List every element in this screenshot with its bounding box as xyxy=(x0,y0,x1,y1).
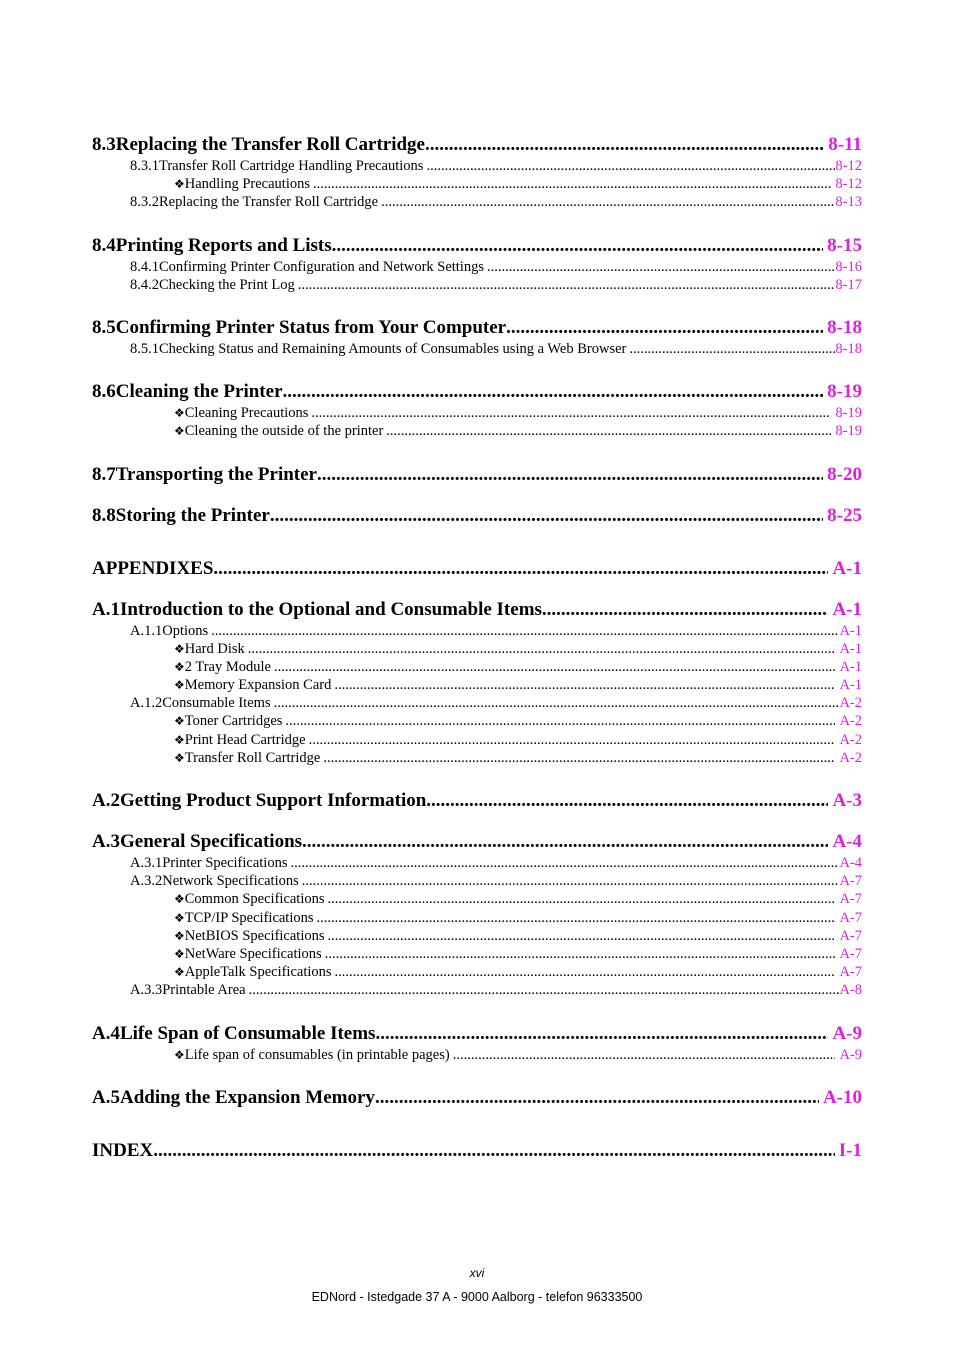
toc-title: Printable Area xyxy=(162,982,246,999)
toc-section-number: A.4 xyxy=(92,1022,120,1044)
toc-leader-dots xyxy=(283,381,824,403)
toc-title: 2 Tray Module xyxy=(184,658,271,675)
toc-entry[interactable] xyxy=(92,423,862,441)
toc-leader-dots xyxy=(309,732,836,749)
toc-title: Adding the Expansion Memory xyxy=(119,1086,375,1108)
toc-entry[interactable] xyxy=(92,235,862,259)
bullet-icon: ❖ xyxy=(174,424,185,439)
bullet-icon: ❖ xyxy=(174,714,185,729)
toc-title: Common Specifications xyxy=(184,891,325,908)
page-number: xvi xyxy=(469,1266,485,1280)
toc-page-number[interactable]: A-7 xyxy=(839,891,862,908)
toc-entry[interactable] xyxy=(92,695,862,713)
toc-leader-dots xyxy=(334,677,835,694)
toc-spacer xyxy=(92,1001,862,1023)
bullet-icon: ❖ xyxy=(174,1047,185,1062)
toc-section-number: 8.3.1 xyxy=(130,158,159,174)
toc-entry[interactable] xyxy=(92,1140,862,1164)
toc-entry[interactable] xyxy=(92,790,862,814)
toc-page-number[interactable]: A-8 xyxy=(839,982,862,999)
toc-leader-dots xyxy=(323,750,835,767)
toc-leader-dots xyxy=(426,790,828,812)
toc-section-number: 8.5 xyxy=(92,316,116,338)
toc-page-number[interactable]: A-2 xyxy=(839,749,862,766)
toc-page-number[interactable]: 8-13 xyxy=(835,194,862,211)
toc-page-number[interactable]: A-1 xyxy=(839,658,862,675)
toc-entry[interactable] xyxy=(92,176,862,194)
toc-entry[interactable] xyxy=(92,831,862,855)
toc-entry[interactable] xyxy=(92,558,862,582)
toc-leader-dots xyxy=(375,1087,819,1109)
bullet-icon: ❖ xyxy=(174,732,185,747)
toc-spacer xyxy=(92,295,862,317)
toc-page-number[interactable]: A-4 xyxy=(839,855,862,871)
toc-leader-dots xyxy=(274,695,840,712)
toc-title: Cleaning Precautions xyxy=(184,405,309,422)
toc-leader-dots xyxy=(249,982,840,999)
toc-page-number[interactable]: 8-18 xyxy=(827,316,862,338)
toc-entry[interactable] xyxy=(92,505,862,529)
toc-entry[interactable] xyxy=(92,982,862,1000)
toc-title: Memory Expansion Card xyxy=(184,677,332,694)
toc-leader-dots xyxy=(248,641,836,658)
toc-leader-dots xyxy=(506,317,823,339)
toc-page-number[interactable]: A-7 xyxy=(839,927,862,944)
toc-leader-dots xyxy=(270,505,823,527)
toc-title: Checking Status and Remaining Amounts of Consumables using a Web Browser xyxy=(159,340,627,357)
toc-title: Cleaning the Printer xyxy=(115,381,283,403)
toc-page-number[interactable]: 8-19 xyxy=(827,381,862,403)
toc-entry[interactable] xyxy=(92,946,862,964)
toc-spacer xyxy=(92,768,862,790)
toc-spacer xyxy=(92,359,862,381)
toc-entry[interactable] xyxy=(92,277,862,295)
toc-leader-dots xyxy=(302,873,840,890)
toc-page-number[interactable]: A-4 xyxy=(832,831,862,852)
toc-page-number[interactable]: A-1 xyxy=(839,622,862,639)
bullet-icon: ❖ xyxy=(174,892,185,907)
toc-page-number[interactable]: 8-15 xyxy=(827,234,862,256)
toc-page-number[interactable]: A-1 xyxy=(832,598,862,620)
toc-entry[interactable] xyxy=(92,1023,862,1047)
toc-leader-dots xyxy=(386,423,831,440)
toc-section-number: A.3.3 xyxy=(130,982,163,999)
toc-leader-dots xyxy=(542,599,829,621)
toc-section-number: A.3 xyxy=(92,831,120,852)
toc-title: AppleTalk Specifications xyxy=(184,964,332,981)
toc-page-number[interactable]: A-9 xyxy=(839,1046,862,1063)
footer-address: EDNord - Istedgade 37 A - 9000 Aalborg - telefon 96333500 xyxy=(311,1290,643,1304)
toc-entry[interactable] xyxy=(92,928,862,946)
toc-entry[interactable] xyxy=(92,134,862,158)
toc-entry[interactable] xyxy=(92,341,862,359)
bullet-icon: ❖ xyxy=(174,928,185,943)
toc-page-number[interactable]: 8-11 xyxy=(828,134,862,155)
toc-leader-dots xyxy=(213,558,828,580)
toc-leader-dots xyxy=(453,1047,836,1064)
toc-title: NetWare Specifications xyxy=(184,945,322,962)
toc-section-number: 8.3 xyxy=(92,134,116,155)
toc-entry[interactable] xyxy=(92,1047,862,1065)
toc-page-number[interactable]: A-1 xyxy=(839,640,862,657)
toc-entry[interactable] xyxy=(92,623,862,641)
toc-entry[interactable] xyxy=(92,855,862,873)
toc-page-number[interactable]: 8-25 xyxy=(827,504,862,526)
toc-title: Consumable Items xyxy=(162,695,271,712)
toc-entry[interactable] xyxy=(92,464,862,488)
toc-page-number[interactable]: A-1 xyxy=(832,557,862,579)
toc-section-number: A.1 xyxy=(92,598,120,620)
toc-entry[interactable] xyxy=(92,259,862,277)
toc-leader-dots xyxy=(328,891,836,908)
toc-title: Printer Specifications xyxy=(162,855,288,871)
toc-entry[interactable] xyxy=(92,1087,862,1111)
toc-leader-dots xyxy=(381,194,835,211)
toc-page-number[interactable]: 8-12 xyxy=(835,158,862,174)
toc-title: Life span of consumables (in printable pages) xyxy=(184,1046,450,1063)
toc-page-number[interactable]: 8-19 xyxy=(835,405,862,422)
toc-entry[interactable] xyxy=(92,873,862,891)
toc-leader-dots xyxy=(425,134,824,156)
toc-page-number[interactable]: A-2 xyxy=(839,695,862,712)
bullet-icon: ❖ xyxy=(174,641,185,656)
toc-title: INDEX xyxy=(92,1139,154,1161)
toc-title: Introduction to the Optional and Consumable Items xyxy=(119,598,542,620)
toc-page-number[interactable]: 8-19 xyxy=(835,423,862,440)
bullet-icon: ❖ xyxy=(174,406,185,421)
toc-page-number[interactable]: 8-16 xyxy=(835,258,862,275)
toc-leader-dots xyxy=(285,713,835,730)
toc-title: Replacing the Transfer Roll Cartridge xyxy=(115,134,425,155)
toc-leader-dots xyxy=(426,158,835,175)
toc-page-number[interactable]: 8-20 xyxy=(827,463,862,485)
toc-title: Options xyxy=(162,622,209,639)
toc-page-number[interactable]: I-1 xyxy=(838,1139,862,1161)
toc-title: Cleaning the outside of the printer xyxy=(184,423,384,440)
toc-section-number: 8.4.2 xyxy=(130,276,159,293)
bullet-icon: ❖ xyxy=(174,659,185,674)
bullet-icon: ❖ xyxy=(174,965,185,980)
toc-spacer xyxy=(92,442,862,464)
toc-page-number[interactable]: A-10 xyxy=(822,1086,862,1108)
toc-title: General Specifications xyxy=(119,831,303,852)
toc-leader-dots xyxy=(375,1023,828,1045)
toc-title: Life Span of Consumable Items xyxy=(119,1022,376,1044)
toc-section-number: A.1.2 xyxy=(130,695,163,712)
toc-section-number: A.3.2 xyxy=(130,873,163,890)
toc-title: Storing the Printer xyxy=(115,504,270,526)
toc-title: Print Head Cartridge xyxy=(184,731,306,748)
toc-leader-dots xyxy=(487,259,835,276)
toc-page-number[interactable]: 8-17 xyxy=(835,276,862,293)
toc-leader-dots xyxy=(153,1140,835,1162)
toc-leader-dots xyxy=(211,623,839,640)
toc-page-number[interactable]: A-1 xyxy=(839,677,862,694)
toc-title: Hard Disk xyxy=(184,640,245,657)
toc-page-number[interactable]: A-9 xyxy=(832,1022,862,1044)
toc-entry[interactable] xyxy=(92,910,862,928)
toc-entry[interactable] xyxy=(92,713,862,731)
bullet-icon: ❖ xyxy=(174,177,185,192)
bullet-icon: ❖ xyxy=(174,910,185,925)
toc-leader-dots xyxy=(313,176,831,193)
toc-entry[interactable] xyxy=(92,659,862,677)
toc-page-number[interactable]: A-7 xyxy=(839,945,862,962)
toc-title: Transfer Roll Cartridge Handling Precautions xyxy=(159,158,424,174)
toc-section-number: 8.3.2 xyxy=(130,194,159,211)
toc-leader-dots xyxy=(274,659,835,676)
toc-title: APPENDIXES xyxy=(92,557,214,579)
toc-title: Confirming Printer Status from Your Computer xyxy=(115,316,507,338)
toc-section-number: A.3.1 xyxy=(130,855,163,871)
toc-section-number: 8.4.1 xyxy=(130,258,159,275)
bullet-icon: ❖ xyxy=(174,946,185,961)
toc-entry[interactable] xyxy=(92,641,862,659)
toc-spacer xyxy=(92,1065,862,1087)
toc-title: Transfer Roll Cartridge xyxy=(184,749,321,766)
toc-spacer xyxy=(92,814,862,831)
table-of-contents xyxy=(92,134,862,1164)
toc-entry[interactable] xyxy=(92,194,862,212)
toc-title: Handling Precautions xyxy=(184,176,311,193)
toc-title: TCP/IP Specifications xyxy=(184,909,314,926)
toc-title: Transporting the Printer xyxy=(115,463,317,485)
toc-page-number[interactable]: 8-12 xyxy=(835,176,862,193)
toc-entry[interactable] xyxy=(92,158,862,176)
toc-spacer xyxy=(92,488,862,505)
toc-entry[interactable] xyxy=(92,750,862,768)
toc-section-number: 8.7 xyxy=(92,463,116,485)
toc-leader-dots xyxy=(325,946,836,963)
toc-title: NetBIOS Specifications xyxy=(184,927,325,944)
toc-leader-dots xyxy=(317,464,823,486)
toc-leader-dots xyxy=(311,405,831,422)
toc-title: Toner Cartridges xyxy=(184,713,283,730)
toc-spacer xyxy=(92,1111,862,1140)
toc-section-number: 8.6 xyxy=(92,381,116,403)
toc-entry[interactable] xyxy=(92,405,862,423)
toc-leader-dots xyxy=(335,964,836,981)
bullet-icon: ❖ xyxy=(174,750,185,765)
toc-section-number: 8.8 xyxy=(92,504,116,526)
toc-entry[interactable] xyxy=(92,381,862,405)
toc-entry[interactable] xyxy=(92,599,862,623)
toc-entry[interactable] xyxy=(92,317,862,341)
toc-section-number: 8.4 xyxy=(92,234,116,256)
toc-page-number[interactable]: A-2 xyxy=(839,731,862,748)
toc-section-number: A.1.1 xyxy=(130,622,163,639)
toc-page-number[interactable]: A-2 xyxy=(839,713,862,730)
toc-title: Network Specifications xyxy=(162,873,299,890)
toc-spacer xyxy=(92,582,862,599)
toc-leader-dots xyxy=(629,341,835,358)
toc-title: Printing Reports and Lists xyxy=(115,234,332,256)
toc-title: Getting Product Support Information xyxy=(119,790,427,811)
toc-leader-dots xyxy=(290,855,839,872)
toc-page-number[interactable]: A-7 xyxy=(839,964,862,981)
toc-title: Replacing the Transfer Roll Cartridge xyxy=(159,194,379,211)
toc-leader-dots xyxy=(328,928,836,945)
toc-leader-dots xyxy=(317,910,836,927)
toc-entry[interactable] xyxy=(92,891,862,909)
bullet-icon: ❖ xyxy=(174,678,185,693)
toc-spacer xyxy=(92,529,862,558)
toc-leader-dots xyxy=(298,277,836,294)
toc-section-number: A.2 xyxy=(92,790,120,811)
toc-title: Checking the Print Log xyxy=(159,276,295,293)
toc-leader-dots xyxy=(302,831,828,853)
toc-entry[interactable] xyxy=(92,732,862,750)
toc-entry[interactable] xyxy=(92,677,862,695)
toc-entry[interactable] xyxy=(92,964,862,982)
toc-page-number[interactable]: 8-18 xyxy=(835,340,862,357)
toc-section-number: A.5 xyxy=(92,1086,120,1108)
toc-page-number[interactable]: A-7 xyxy=(839,873,862,890)
toc-spacer xyxy=(92,213,862,235)
toc-section-number: 8.5.1 xyxy=(130,340,159,357)
toc-leader-dots xyxy=(332,235,824,257)
toc-title: Confirming Printer Configuration and Network Settings xyxy=(159,258,485,275)
toc-page-number[interactable]: A-7 xyxy=(839,909,862,926)
toc-page-number[interactable]: A-3 xyxy=(832,790,862,811)
